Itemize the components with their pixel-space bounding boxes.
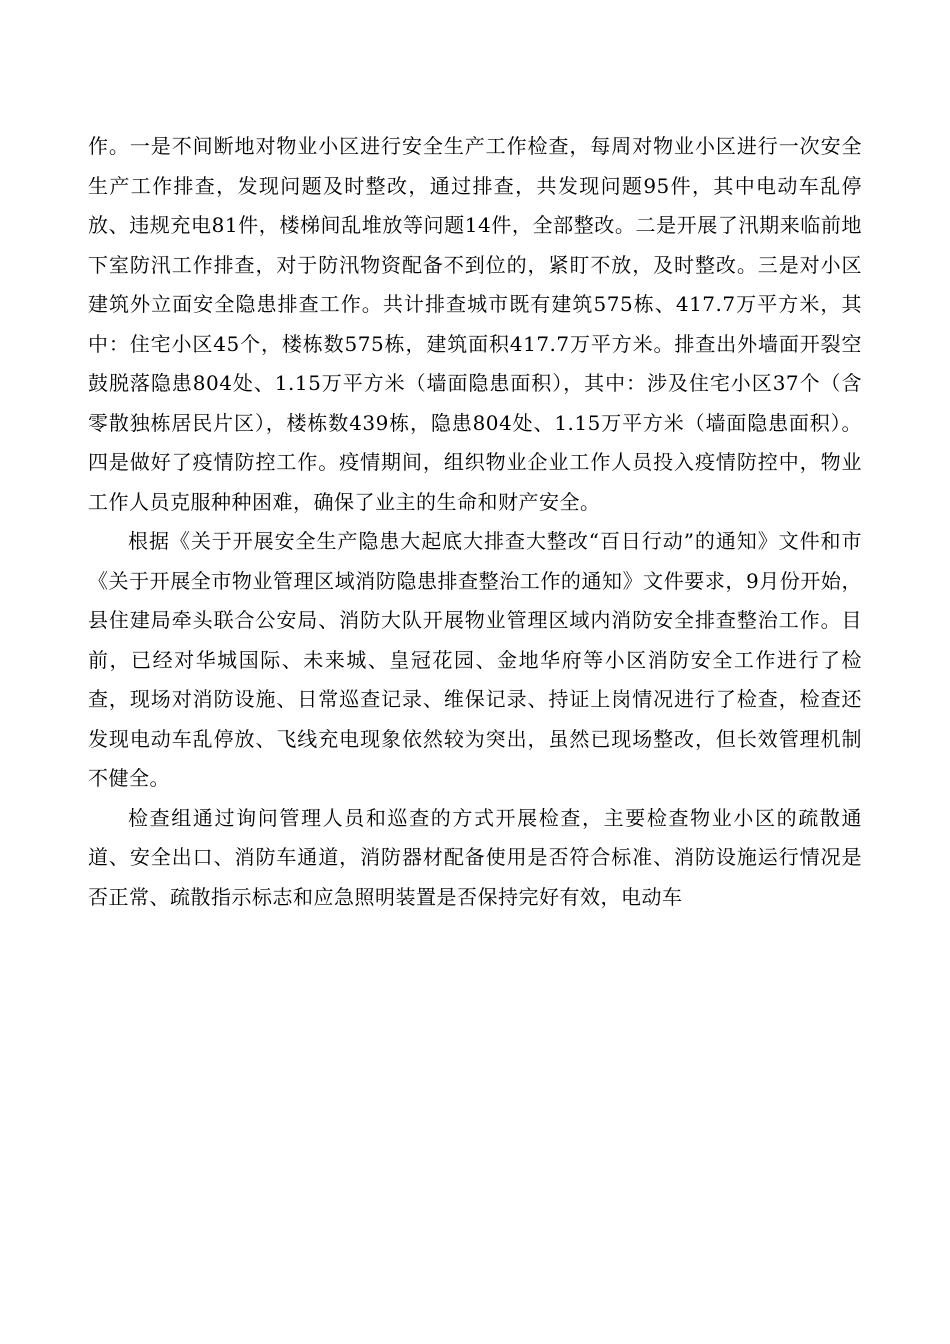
paragraph-1: 作。一是不间断地对物业小区进行安全生产工作检查，每周对物业小区进行一次安全生产工作排查，发现问题及时整改，通过排查，共发现问题95件，其中电动车乱停放、违规充电81件，楼梯间乱堆放等问题14件，全部整改。二是开展了汛期来临前地下室防汛工作排查，对于防汛物资配备不到位的，紧盯不放，及时整改。三是对小区建筑外立面安全隐患排查工作。共计排查城市既有建筑575栋、417.7万平方米，其中：住宅小区45个，楼栋数575栋，建筑面积417.7万平方米。排查出外墙面开裂空鼓脱落隐患804处、1.15万平方米（墙面隐患面积），其中：涉及住宅小区37个（含零散独栋居民片区），楼栋数439栋，隐患804处、1.15万平方米（墙面隐患面积）。四是做好了疫情防控工作。疫情期间，组织物业企业工作人员投入疫情防控中，物业工作人员克服种种困难，确保了业主的生命和财产安全。	[88, 134, 862, 514]
document-body	[88, 127, 862, 917]
paragraph-3: 检查组通过询问管理人员和巡查的方式开展检查，主要检查物业小区的疏散通道、安全出口、消防车通道，消防器材配备使用是否符合标准、消防设施运行情况是否正常、疏散指示标志和应急照明装置是否保持完好有效，电动车	[88, 805, 862, 909]
paragraph-2: 根据《关于开展安全生产隐患大起底大排查大整改“百日行动”的通知》文件和市《关于开展全市物业管理区域消防隐患排查整治工作的通知》文件要求，9月份开始，县住建局牵头联合公安局、消防大队开展物业管理区域内消防安全排查整治工作。目前，已经对华城国际、未来城、皇冠花园、金地华府等小区消防安全工作进行了检查，现场对消防设施、日常巡查记录、维保记录、持证上岗情况进行了检查，检查还发现电动车乱停放、飞线充电现象依然较为突出，虽然已现场整改，但长效管理机制不健全。	[88, 529, 862, 790]
